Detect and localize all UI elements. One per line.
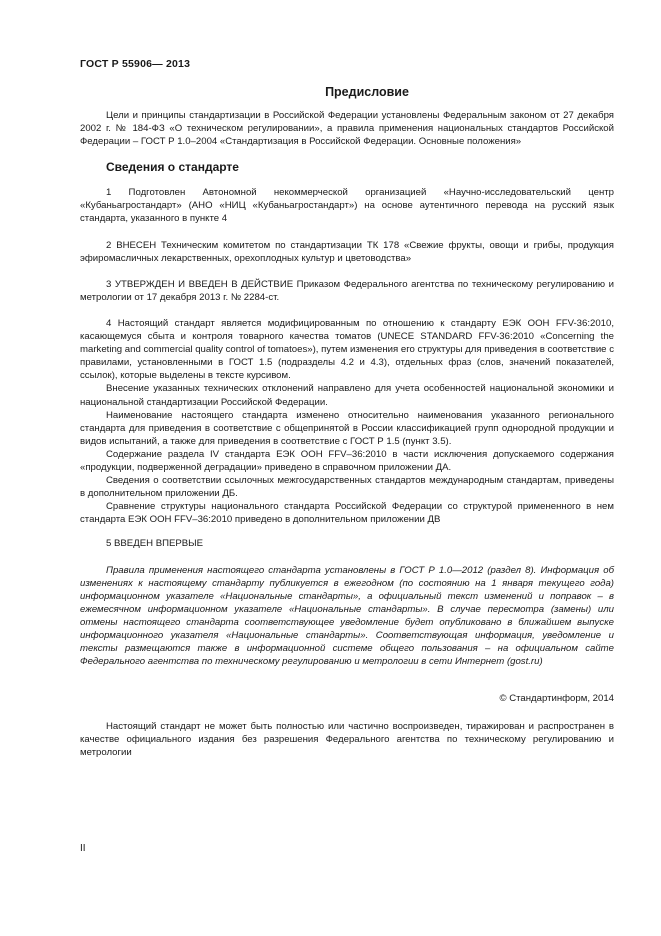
copyright: © Стандартинформ, 2014 — [499, 693, 614, 705]
item-4-paragraph-2: Внесение указанных технических отклонений направлено для учета особенностей национальной экономики и национальной стандартизации Российской Федерации. — [80, 383, 614, 408]
item-4-paragraph-5: Сведения о соответствии ссылочных межгосударственных стандартов международным стандартам, приведены в дополнительном приложении ДБ. — [80, 475, 614, 500]
item-4-paragraph-4: Содержание раздела IV стандарта ЕЭК ООН FFV–36:2010 в части исключения допускаемого содержания «продукции, подверженной деградации» приведено в справочном приложении ДА. — [80, 448, 614, 473]
page-title: Предисловие — [325, 85, 409, 99]
rules-of-application: Правила применения настоящего стандарта установлены в ГОСТ Р 1.0—2012 (раздел 8). Информация об изменениях к настоящему стандарту публикуется в ежегодном (по состоянию на 1 января текущего года) информационном указателе «Национальные стандарты», а официальный текст изменений и поправок – в ежемесячном информационном указателе «Национальные стандарты». В случае пересмотра (замены) или отмены настоящего стандарта соответствующее уведомление будет опубликовано в ближайшем выпуске информационного указателя «Национальные стандарты». Соответствующая информация, уведомление и тексты размещаются также в информационной системе общего пользования – на официальном сайте Федерального агентства по техническому регулированию и метрологии в сети Интернет (gost.ru) — [80, 564, 614, 668]
page-number: II — [80, 843, 86, 854]
item-4-paragraph-6: Сравнение структуры национального стандарта Российской Федерации со структурой примененного в нем стандарта ЕЭК ООН FFV–36:2010 приведено в дополнительном приложении ДВ — [80, 501, 614, 526]
reproduction-note: Настоящий стандарт не может быть полностью или частично воспроизведен, тиражирован и распространен в качестве официального издания без разрешения Федерального агентства по техническому регулированию и метрологии — [80, 721, 614, 759]
item-4: 4 Настоящий стандарт является модифицированным по отношению к стандарту ЕЭК ООН FFV-36:2010, касающемуся сбыта и контроля товарного качества томатов (UNECE STANDARD FFV-36:2010 «Concerning the marketing and commercial quality control of tomatoes»), путем изменения его структуры для приведения в соответствие с правилами, установленными в ГОСТ 1.5 (подразделы 4.2 и 4.3), отдельных фраз (слов, значений показателей, ссылок), которые выделены в тексте курсивом. — [80, 317, 614, 382]
item-3: 3 УТВЕРЖДЕН И ВВЕДЕН В ДЕЙСТВИЕ Приказом Федерального агентства по техническому регулированию и метрологии от 17 декабря 2013 г. № 2284-ст. — [80, 278, 614, 303]
section-heading: Сведения о стандарте — [106, 160, 239, 175]
item-4-paragraph-3: Наименование настоящего стандарта изменено относительно наименования указанного регионального стандарта для приведения в соответствие с общепринятой в России классификацией групп однородной продукции и видов испытаний, а также для приведения в соответствие с ГОСТ Р 1.5 (пункт 3.5). — [80, 409, 614, 447]
item-5: 5 ВВЕДЕН ВПЕРВЫЕ — [106, 538, 204, 550]
intro-paragraph: Цели и принципы стандартизации в Российской Федерации установлены Федеральным законом от 27 декабря 2002 г. № 184-ФЗ «О техническом регулировании», а правила применения национальных стандартов Российской Федерации – ГОСТ Р 1.0–2004 «Стандартизация в Российской Федерации. Основные положения» — [80, 110, 614, 148]
item-1: 1 Подготовлен Автономной некоммерческой организацией «Научно-исследовательский центр «Кубаньагростандарт» (АНО «НИЦ «Кубаньагростандарт») на основе аутентичного перевода на русский язык стандарта, указанного в пункте 4 — [80, 187, 614, 225]
item-2: 2 ВНЕСЕН Техническим комитетом по стандартизации ТК 178 «Свежие фрукты, овощи и грибы, продукция эфиромасличных лекарственных, орехоплодных культур и цветоводства» — [80, 239, 614, 264]
document-page — [80, 58, 614, 760]
document-header: ГОСТ Р 55906— 2013 — [80, 58, 191, 70]
